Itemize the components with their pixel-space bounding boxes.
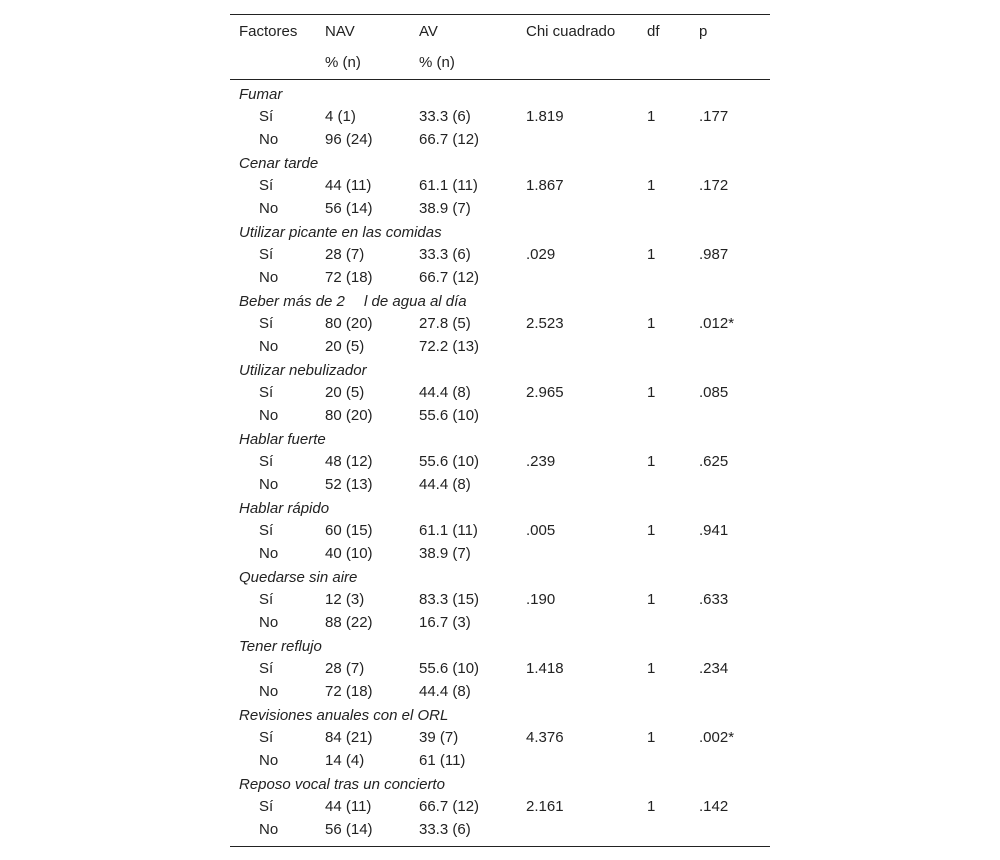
cell-p: .012* [699,315,735,332]
row-label: No [259,407,279,424]
cell-nav: 80 (20) [325,315,373,332]
cell-df: 1 [647,798,656,815]
row-label: Sí [259,660,274,677]
header-row [230,15,770,47]
cell-nav: 88 (22) [325,614,373,631]
group-title: Fumar [239,86,283,103]
row-label: Sí [259,591,274,608]
cell-av: 83.3 (15) [419,591,480,608]
row-label: No [259,545,279,562]
cell-nav: 96 (24) [325,131,373,148]
cell-av: 27.8 (5) [419,315,471,332]
group-title: Tener reflujo [239,638,322,655]
subheader-nav: % (n) [325,54,361,71]
subheader-av: % (n) [419,54,455,71]
table-row [230,313,770,336]
cell-nav: 28 (7) [325,246,365,263]
cell-chi-cuadrado: 1.418 [526,660,564,677]
header-df: df [647,23,660,40]
group-title: Hablar fuerte [239,431,326,448]
cell-df: 1 [647,729,656,746]
cell-av: 61.1 (11) [419,177,478,194]
row-label: No [259,200,279,217]
row-label: No [259,614,279,631]
cell-chi-cuadrado: 1.819 [526,108,564,125]
table-row [230,658,770,681]
cell-chi-cuadrado: 2.523 [526,315,564,332]
cell-nav: 56 (14) [325,200,373,217]
table-row [230,451,770,474]
cell-av: 55.6 (10) [419,660,480,677]
group-title: Reposo vocal tras un concierto [239,776,445,793]
cell-nav: 14 (4) [325,752,365,769]
cell-p: .941 [699,522,729,539]
cell-chi-cuadrado: 2.965 [526,384,564,401]
row-label: Sí [259,798,274,815]
header-av: AV [419,23,438,40]
cell-df: 1 [647,177,656,194]
row-label: Sí [259,177,274,194]
cell-df: 1 [647,522,656,539]
row-label: No [259,338,279,355]
cell-p: .177 [699,108,729,125]
row-label: No [259,476,279,493]
table-row [230,796,770,819]
cell-av: 61.1 (11) [419,522,478,539]
table-row [230,474,770,497]
table-row [230,382,770,405]
cell-df: 1 [647,315,656,332]
row-label: Sí [259,453,274,470]
cell-nav: 52 (13) [325,476,373,493]
cell-nav: 60 (15) [325,522,373,539]
table-row [230,612,770,635]
cell-av: 33.3 (6) [419,821,471,838]
table-row [230,819,770,842]
cell-av: 44.4 (8) [419,476,471,493]
cell-av: 55.6 (10) [419,407,480,424]
cell-chi-cuadrado: 4.376 [526,729,564,746]
row-label: No [259,821,279,838]
header-chi-cuadrado: Chi cuadrado [526,23,616,40]
group-title: Revisiones anuales con el ORL [239,707,449,724]
cell-p: .633 [699,591,729,608]
cell-p: .002* [699,729,735,746]
table-row [230,106,770,129]
cell-df: 1 [647,384,656,401]
table-row [230,244,770,267]
cell-av: 61 (11) [419,752,466,769]
cell-nav: 56 (14) [325,821,373,838]
cell-chi-cuadrado: .239 [526,453,556,470]
cell-nav: 44 (11) [325,177,372,194]
cell-av: 38.9 (7) [419,200,471,217]
row-label: Sí [259,384,274,401]
cell-av: 33.3 (6) [419,108,471,125]
row-label: No [259,752,279,769]
table-row [230,681,770,704]
table-row [230,336,770,359]
cell-df: 1 [647,453,656,470]
table-row [230,405,770,428]
header-p: p [699,23,708,40]
row-label: No [259,269,279,286]
row-label: Sí [259,246,274,263]
results-table [230,14,770,847]
row-label: Sí [259,522,274,539]
group-title: Quedarse sin aire [239,569,358,586]
table-row [230,175,770,198]
cell-nav: 48 (12) [325,453,373,470]
cell-df: 1 [647,591,656,608]
cell-nav: 44 (11) [325,798,372,815]
cell-chi-cuadrado: .029 [526,246,556,263]
cell-nav: 20 (5) [325,384,365,401]
cell-df: 1 [647,108,656,125]
cell-nav: 84 (21) [325,729,373,746]
cell-av: 66.7 (12) [419,131,480,148]
cell-av: 72.2 (13) [419,338,480,355]
group-title: Utilizar nebulizador [239,362,367,379]
cell-nav: 72 (18) [325,269,373,286]
cell-df: 1 [647,246,656,263]
table-row [230,520,770,543]
cell-av: 66.7 (12) [419,798,480,815]
cell-nav: 28 (7) [325,660,365,677]
cell-nav: 80 (20) [325,407,373,424]
cell-av: 44.4 (8) [419,683,471,700]
row-label: No [259,683,279,700]
table-row [230,727,770,750]
cell-nav: 20 (5) [325,338,365,355]
group-title: Beber más de 2 l de agua al día [239,293,467,310]
cell-av: 55.6 (10) [419,453,480,470]
cell-p: .234 [699,660,729,677]
subheader-row [230,47,770,79]
group-title: Cenar tarde [239,155,319,172]
row-label: Sí [259,315,274,332]
table-body [230,80,770,846]
cell-av: 16.7 (3) [419,614,471,631]
row-label: Sí [259,108,274,125]
table-row [230,589,770,612]
cell-p: .625 [699,453,729,470]
header-nav: NAV [325,23,355,40]
table-row [230,543,770,566]
cell-av: 39 (7) [419,729,459,746]
cell-nav: 72 (18) [325,683,373,700]
table-row [230,750,770,773]
cell-p: .172 [699,177,729,194]
cell-chi-cuadrado: .005 [526,522,556,539]
cell-chi-cuadrado: 1.867 [526,177,564,194]
cell-p: .085 [699,384,729,401]
header-factores: Factores [239,23,298,40]
row-label: Sí [259,729,274,746]
table-row [230,198,770,221]
row-label: No [259,131,279,148]
table-row [230,129,770,152]
cell-av: 38.9 (7) [419,545,471,562]
cell-av: 33.3 (6) [419,246,471,263]
cell-nav: 40 (10) [325,545,373,562]
group-title: Utilizar picante en las comidas [239,224,442,241]
cell-nav: 4 (1) [325,108,356,125]
cell-p: .142 [699,798,729,815]
group-title: Hablar rápido [239,500,330,517]
table-row [230,267,770,290]
cell-av: 66.7 (12) [419,269,480,286]
cell-p: .987 [699,246,729,263]
cell-nav: 12 (3) [325,591,365,608]
cell-chi-cuadrado: .190 [526,591,556,608]
bottom-rule [230,846,770,847]
cell-df: 1 [647,660,656,677]
cell-av: 44.4 (8) [419,384,471,401]
cell-chi-cuadrado: 2.161 [526,798,564,815]
